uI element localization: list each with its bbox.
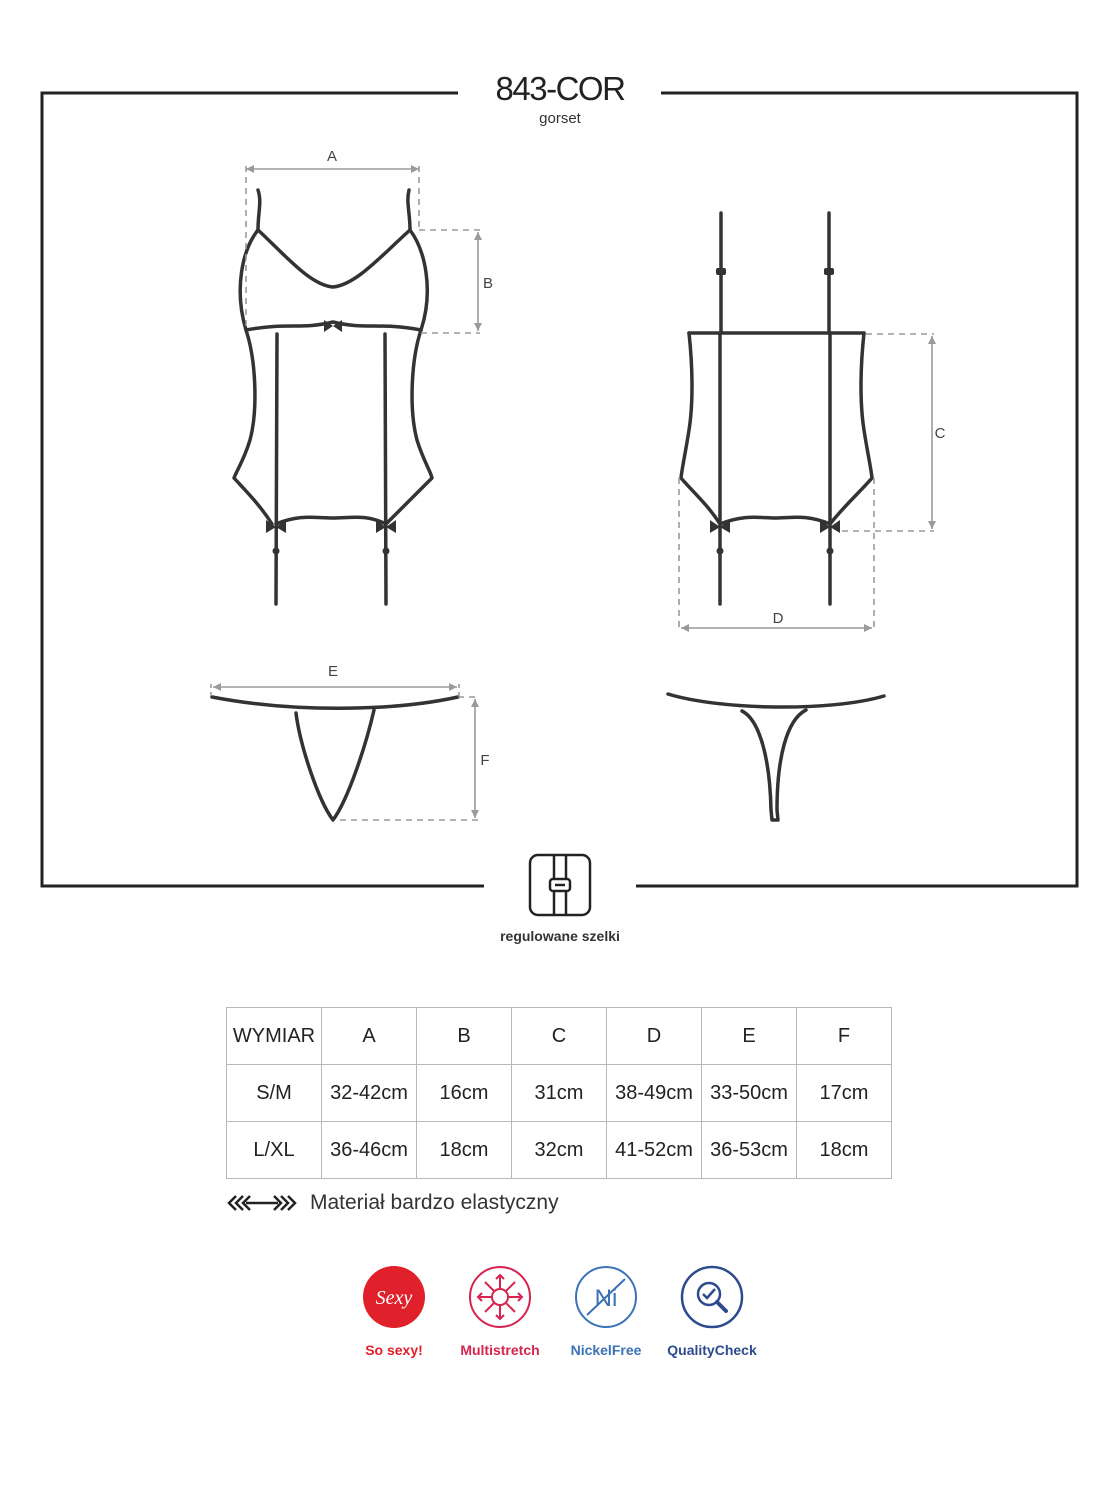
badge-label: NickelFree [570,1342,642,1358]
table-cell: 17cm [797,1065,892,1122]
table-cell: S/M [227,1065,322,1122]
badge-label: So sexy! [365,1342,423,1358]
quality-check-icon [680,1265,744,1329]
elastic-note-text: Materiał bardzo elastyczny [310,1191,559,1214]
feature-adjustable-straps [490,852,630,923]
sexy-icon [362,1265,426,1329]
table-cell: 33-50cm [702,1065,797,1122]
dim-label-d: D [772,610,784,627]
table-row [227,1065,892,1122]
table-header-cell: B [417,1008,512,1065]
table-cell: 32-42cm [322,1065,417,1122]
product-type: gorset [539,110,581,127]
dim-label-b: B [482,275,494,292]
badge-nickel-free [546,1265,666,1358]
table-header-cell: C [512,1008,607,1065]
double-arrow-icon [226,1194,298,1212]
table-cell: 38-49cm [607,1065,702,1122]
badge-quality-check [652,1265,772,1358]
table-cell: 36-53cm [702,1122,797,1179]
table-cell: 31cm [512,1065,607,1122]
table-header-cell: D [607,1008,702,1065]
dim-label-f: F [480,752,490,769]
adjustable-straps-icon [527,852,593,918]
table-header-row [227,1008,892,1065]
elastic-note [226,1188,559,1218]
table-cell: 18cm [797,1122,892,1179]
table-header-cell: F [797,1008,892,1065]
thong-back-drawing [668,694,884,820]
corset-back-hardware [710,268,840,555]
badge-label: Multistretch [460,1342,540,1358]
frame [42,93,1077,886]
badge-multistretch [440,1265,560,1358]
table-header-cell: WYMIAR [227,1008,322,1065]
feature-label: regulowane szelki [500,928,620,944]
table-cell: 18cm [417,1122,512,1179]
svg-text:Ni: Ni [594,1285,618,1312]
table-cell: 36-46cm [322,1122,417,1179]
table-cell: 16cm [417,1065,512,1122]
table-row [227,1122,892,1179]
corset-front-drawing [234,190,432,604]
product-code: 843-COR [495,70,625,107]
table-cell: 41-52cm [607,1122,702,1179]
nickel-free-icon [574,1265,638,1329]
dim-label-c: C [934,425,946,442]
svg-text:Sexy: Sexy [375,1287,413,1309]
badge-label: QualityCheck [667,1342,757,1358]
dim-label-a: A [326,148,338,165]
multistretch-icon [468,1265,532,1329]
table-header-cell: A [322,1008,417,1065]
table-cell: 32cm [512,1122,607,1179]
badge-so-sexy [334,1265,454,1358]
corset-back-drawing [681,213,872,604]
thong-front-drawing [212,697,458,820]
dimension-guides [211,166,934,820]
size-table [226,1007,892,1179]
table-header-cell: E [702,1008,797,1065]
dim-label-e: E [327,663,339,680]
table-cell: L/XL [227,1122,322,1179]
